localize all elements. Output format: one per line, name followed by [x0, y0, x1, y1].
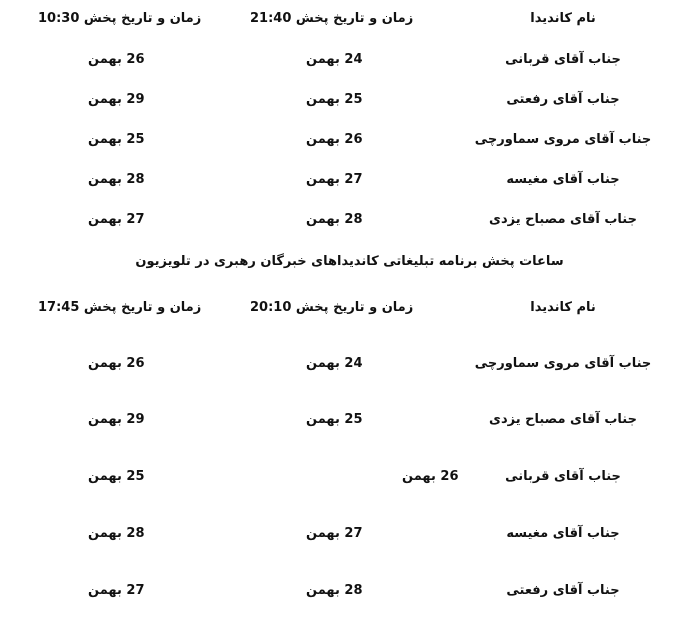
table2-row5-date2: 27 بهمن: [88, 583, 145, 598]
table1-row3-date1: 26 بهمن: [306, 132, 363, 147]
table1-row1-date1: 24 بهمن: [306, 52, 363, 67]
table2-row4-date1: 27 بهمن: [306, 526, 363, 541]
table1-row5-date1: 28 بهمن: [306, 212, 363, 227]
table2-row1-name: جناب آقای مروی سماورچی: [474, 356, 652, 371]
table1-row2-date1: 25 بهمن: [306, 92, 363, 107]
table1-row4-date2: 28 بهمن: [88, 172, 145, 187]
table2-row4-name: جناب آقای مغیسه: [506, 526, 620, 541]
table1-row4-date1: 27 بهمن: [306, 172, 363, 187]
table2-row2-date2: 29 بهمن: [88, 412, 145, 427]
table2-header-name: نام کاندیدا: [530, 300, 596, 315]
table1-header-time1: زمان و تاریخ پخش 21:40: [250, 11, 414, 26]
table1-header-name: نام کاندیدا: [530, 11, 596, 26]
table2-row3-name: جناب آقای قربانی: [505, 469, 621, 484]
table2-header-time1: زمان و تاریخ پخش 20:10: [250, 300, 414, 315]
table1-row3-date2: 25 بهمن: [88, 132, 145, 147]
section-title: ساعات پخش برنامه تبلیغاتی کاندیداهای خبرگان رهبری در تلویزیون: [135, 254, 564, 269]
table1-row4-name: جناب آقای مغیسه: [506, 172, 620, 187]
table1-row2-name: جناب آقای رفعتی: [506, 92, 620, 107]
table1-row5-date2: 27 بهمن: [88, 212, 145, 227]
table1-row5-name: جناب آقای مصباح یزدی: [489, 212, 637, 227]
table2-header-time2: زمان و تاریخ پخش 17:45: [38, 300, 202, 315]
table2-row1-date1: 24 بهمن: [306, 356, 363, 371]
table2-row3-date1: 26 بهمن: [402, 469, 459, 484]
table1-row2-date2: 29 بهمن: [88, 92, 145, 107]
table2-row1-date2: 26 بهمن: [88, 356, 145, 371]
table2-row5-name: جناب آقای رفعتی: [506, 583, 620, 598]
table2-row2-date1: 25 بهمن: [306, 412, 363, 427]
table2-row4-date2: 28 بهمن: [88, 526, 145, 541]
table1-row3-name: جناب آقای مروی سماورچی: [474, 132, 652, 147]
table2-row5-date1: 28 بهمن: [306, 583, 363, 598]
table1-row1-date2: 26 بهمن: [88, 52, 145, 67]
table2-row2-name: جناب آقای مصباح یزدی: [489, 412, 637, 427]
table1-row1-name: جناب آقای قربانی: [505, 52, 621, 67]
table1-header-time2: زمان و تاریخ پخش 10:30: [38, 11, 202, 26]
table2-row3-date2: 25 بهمن: [88, 469, 145, 484]
